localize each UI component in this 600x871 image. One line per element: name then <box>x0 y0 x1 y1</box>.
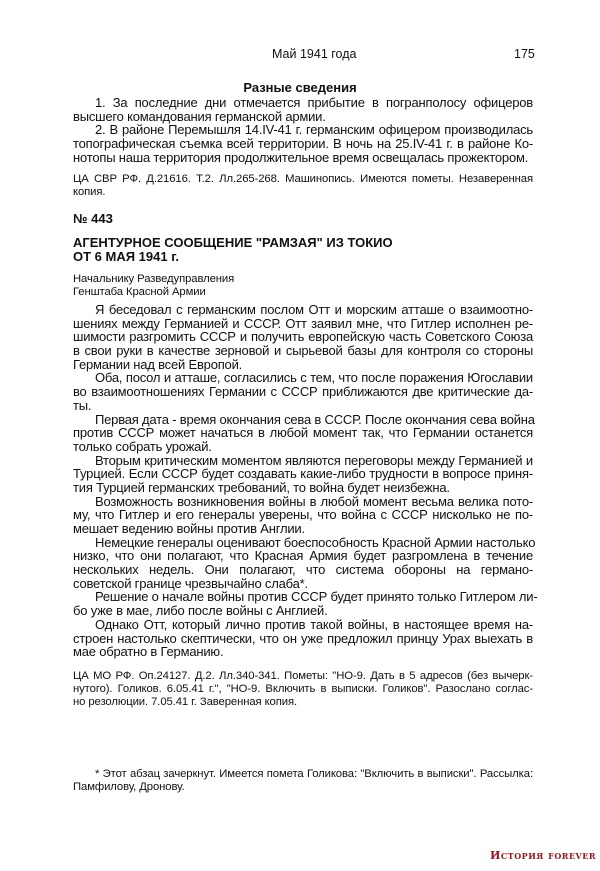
text-line: Я беседовал с германским послом Отт и морским атташе о взаимоотно- <box>95 302 533 317</box>
text-line: топографическая съемка всей территории. В ночь на 25.IV-41 г. в районе Ко- <box>73 136 533 152</box>
text-line: Турцией. Если СССР будет создавать какие-либо трудности в вопросе приня- <box>73 466 533 482</box>
document-source <box>73 670 533 709</box>
text-line: 1. За последние дни отмечается прибытие в погранполосу офицеров <box>95 95 533 110</box>
footnote <box>73 768 533 794</box>
text-line: Памфилову, Дронову. <box>73 781 185 793</box>
text-line: бо уже в мае, либо после войны с Англией. <box>73 603 328 619</box>
text-line: Германии над всей Европой. <box>73 356 243 372</box>
section-heading: Разные сведения <box>243 80 357 95</box>
text-line: Немецкие генералы оценивают боеспособность Красной Армии настолько <box>95 534 536 550</box>
text-line: высшего командования германской армии. <box>73 108 326 124</box>
text-line: * Этот абзац зачеркнут. Имеется помета Голикова: "Включить в выписки". Рассылка: <box>95 768 533 780</box>
text-line: мешает ведению войны против Англии. <box>73 521 305 536</box>
text-line: ЦА СВР РФ. Д.21616. Т.2. Лл.265-268. Машинопись. Имеются пометы. Незаверенная <box>73 173 533 185</box>
text-line: ЦА МО РФ. Оп.24127. Д.2. Лл.340-341. Пометы: "НО-9. Дать в 5 адресов (без вычерк- <box>73 670 533 682</box>
text-line: нескольких недель. Они полагают, что система обороны на германо- <box>73 562 533 578</box>
text-line: во взаимоотношениях Германии с СССР приближаются две критические да- <box>73 384 533 400</box>
text-line: копия. <box>73 186 106 198</box>
text-line: Возможность возникновения войны в любой момент весьма велика пото- <box>95 493 533 509</box>
addressee-line: Генштаба Красной Армии <box>73 286 206 298</box>
text-line: но резолюции. 7.05.41 г. Заверенная копия. <box>73 696 298 708</box>
text-line: Первая дата - время окончания сева в СССР. После окончания сева война <box>95 411 535 427</box>
addressee-line: Начальнику Разведуправления <box>73 273 235 285</box>
watermark-logo: История forever <box>490 849 596 862</box>
text-line: 2. В районе Перемышля 14.IV-41 г. германским офицером производилась <box>95 122 533 138</box>
text-line: нутого). Голиков. 6.05.41 г.", "НО-9. Включить в выписки. Голиков". Разослано соглас- <box>73 683 533 695</box>
text-line: мае обратно в Германию. <box>73 644 224 660</box>
text-line: Однако Отт, который лично против такой войны, в настоящее время на- <box>95 616 533 632</box>
text-line: шимости разгромить СССР и получить европейскую часть Советского Союза <box>73 329 533 345</box>
prev-section-source <box>73 173 533 199</box>
text-line: Оба, посол и атташе, согласились с тем, что после поражения Югославии <box>95 370 533 386</box>
text-line: тия Турцией германских требований, то война будет неизбежна. <box>73 479 450 495</box>
running-title: Май 1941 года <box>272 47 357 61</box>
text-line: шениях между Германией и СССР. Отт заявил мне, что Гитлер исполнен ре- <box>73 315 533 331</box>
text-line: против СССР может начаться в любой момент так, что Германии останется <box>73 425 533 441</box>
text-line: Решение о начале войны против СССР будет принято только Гитлером ли- <box>95 589 538 605</box>
text-line: нотопы наша территория продолжительное время освещалась прожектором. <box>73 149 529 165</box>
text-line: строен настолько скептически, что он уже предложил принцу Урах выехать в <box>73 630 533 646</box>
text-line: ты. <box>73 397 92 413</box>
text-line: Вторым критическим моментом являются переговоры между Германией и <box>95 452 533 468</box>
addressee <box>73 273 533 299</box>
document-body <box>73 302 538 660</box>
text-line: низко, что они полагают, что Красная Армия будет разгромлена в течение <box>73 548 533 564</box>
text-line: му, что Гитлер и его генералы уверены, что война с СССР нисколько не по- <box>73 507 533 523</box>
text-line: советской границе чрезвычайно слаба*. <box>73 575 308 591</box>
document-title-line: ОТ 6 МАЯ 1941 г. <box>73 249 179 264</box>
document-number: № 443 <box>73 211 113 226</box>
text-line: только собрать урожай. <box>73 438 212 454</box>
document-title <box>73 236 533 264</box>
text-line: в свои руки в качестве зерновой и сырьевой базы для контроля со стороны <box>73 343 533 359</box>
document-title-line: АГЕНТУРНОЕ СООБЩЕНИЕ "РАМЗАЯ" ИЗ ТОКИО <box>73 235 393 250</box>
page-number: 175 <box>514 47 535 61</box>
prev-section-text <box>73 96 533 164</box>
